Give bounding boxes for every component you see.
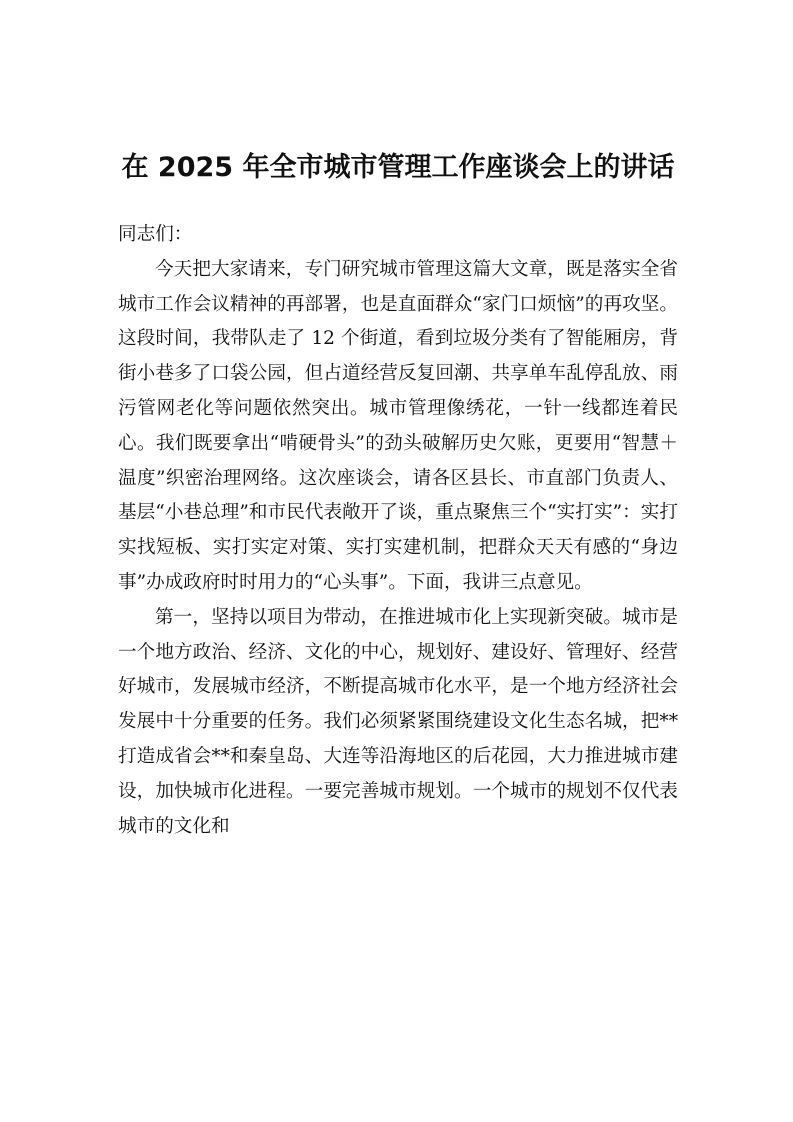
document-body [118, 218, 678, 844]
paragraph-first-point: 第一，坚持以项目为带动，在推进城市化上实现新突破。城市是一个地方政治、经济、文化的中心，规划好、建设好、管理好、经营好城市，发展城市经济，不断提高城市化水平，是一个地方经济社会发展中十分重要的任务。我们必须紧紧围绕建设文化生态名城，把**打造成省会**和秦皇岛、大连等沿海地区的后花园，大力推进城市建设，加快城市化进程。一要完善城市规划。一个城市的规划不仅代表城市的文化和 [118, 606, 678, 837]
paragraph-opening: 今天把大家请来，专门研究城市管理这篇大文章，既是落实全省城市工作会议精神的再部署，也是直面群众“家门口烦恼”的再攻坚。这段时间，我带队走了 12 个街道，看到垃圾分类有了智能厢房，背街小巷多了口袋公园，但占道经营反复回潮、共享单车乱停乱放、雨污管网老化等问题依然突出。城市管理像绣花，一针一线都连着民心。我们既要拿出“啃硬骨头”的劲头破解历史欠账，更要用“智慧＋温度”织密治理网络。这次座谈会，请各区县长、市直部门负责人、基层“小巷总理”和市民代表敞开了谈，重点聚焦三个“实打实”：实打实找短板、实打实定对策、实打实建机制，把群众天天有感的“身边事”办成政府时时用力的“心头事”。下面，我讲三点意见。 [118, 258, 678, 593]
salutation: 同志们： [118, 224, 193, 245]
document-title: 在 2025 年全市城市管理工作座谈会上的讲话 [121, 152, 675, 184]
